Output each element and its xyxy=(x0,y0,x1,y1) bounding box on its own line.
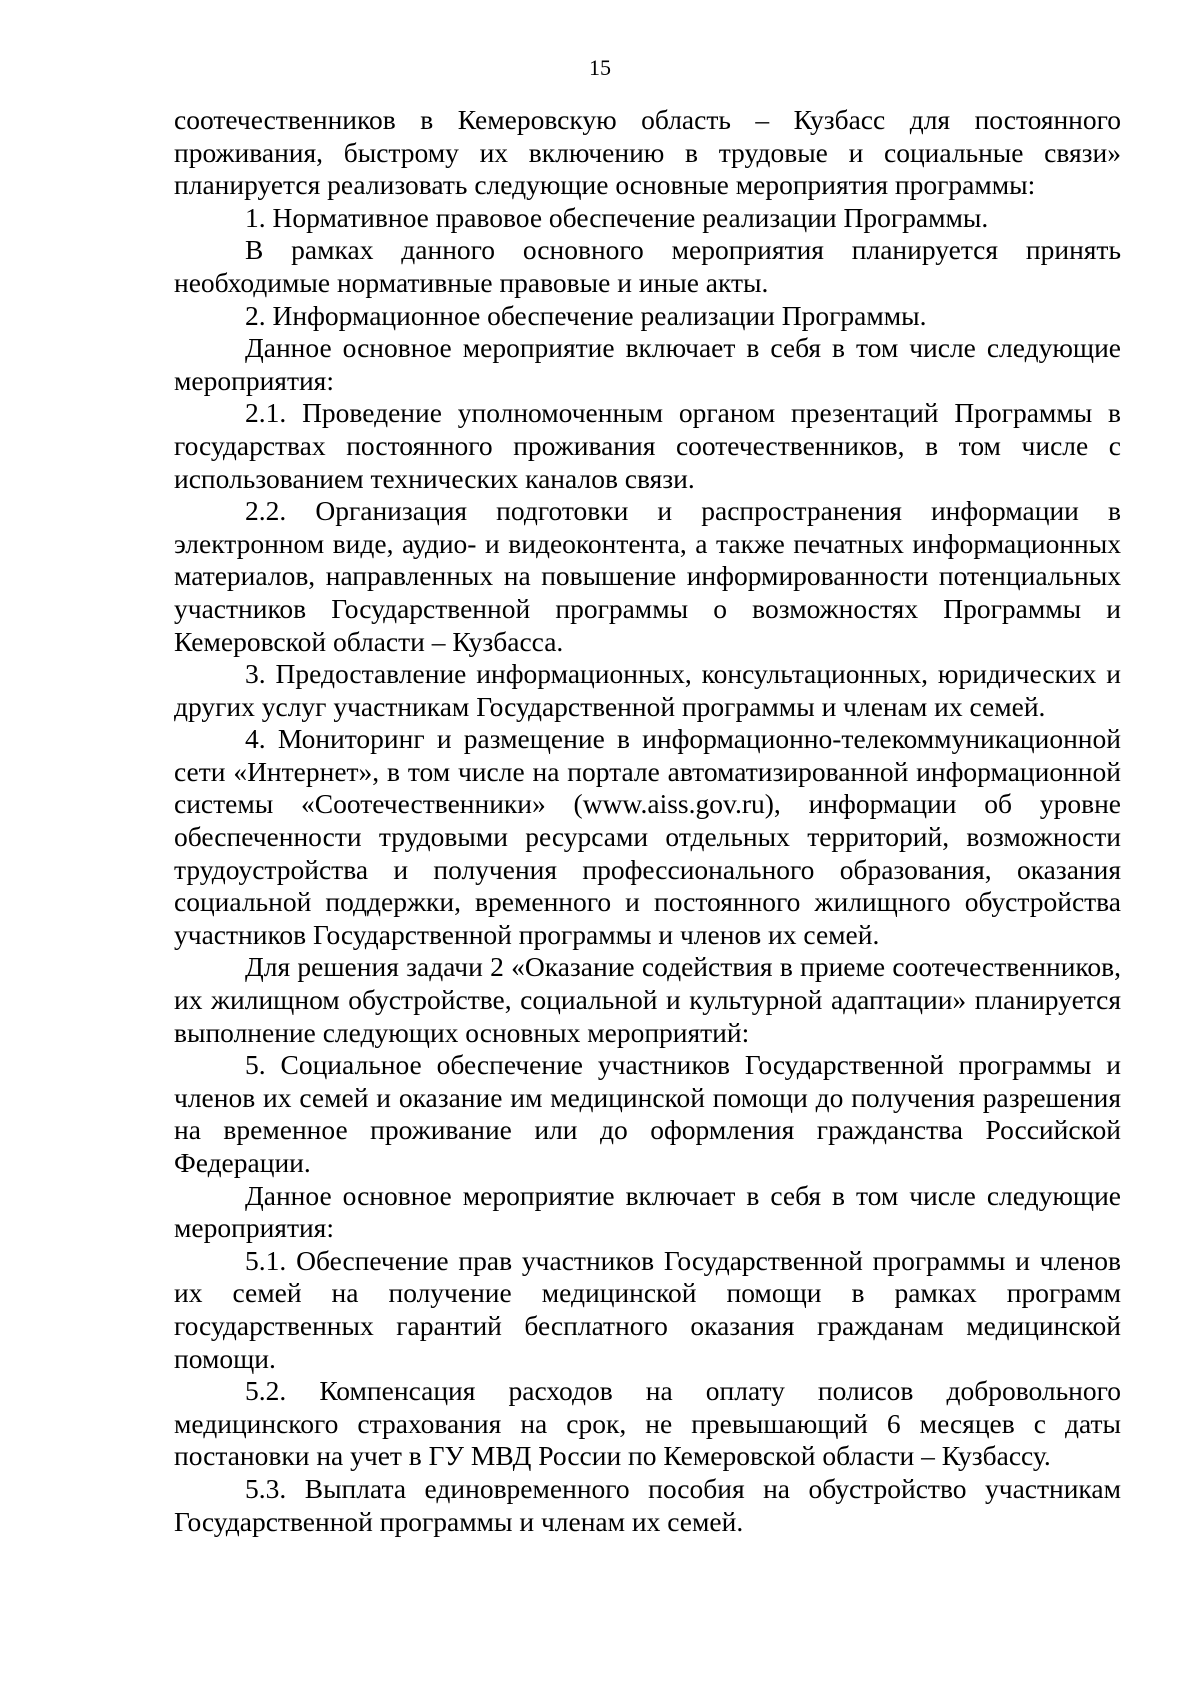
paragraph: 5.1. Обеспечение прав участников Государственной программы и членов их семей на получение медицинской помощи в рамках программ государственных гарантий бесплатного оказания гражданам медицинской помощи. xyxy=(174,1244,1121,1374)
paragraph: 4. Мониторинг и размещение в информационно-телекоммуникационной сети «Интернет», в том числе на портале автоматизированной информационной системы «Соотечественники» (www.aiss.gov.ru), информации об уровне обеспеченности трудовыми ресурсами отдельных территорий, возможности трудоустройства и получения профессионального образования, оказания социальной поддержки, временного и постоянного жилищного обустройства участников Государственной программы и членов их семей. xyxy=(174,723,1121,950)
paragraph: 3. Предоставление информационных, консультационных, юридических и других услуг участникам Государственной программы и членам их семей. xyxy=(174,658,1121,722)
paragraph: 5.2. Компенсация расходов на оплату полисов добровольного медицинского страхования на срок, не превышающий 6 месяцев с даты постановки на учет в ГУ МВД России по Кемеровской области – Кузбассу. xyxy=(174,1375,1121,1472)
paragraph: В рамках данного основного мероприятия планируется принять необходимые нормативные правовые и иные акты. xyxy=(174,234,1121,298)
paragraph: 2.1. Проведение уполномоченным органом презентаций Программы в государствах постоянного проживания соотечественников, в том числе с использованием технических каналов связи. xyxy=(174,397,1121,494)
paragraph: 5.3. Выплата единовременного пособия на обустройство участникам Государственной программы и членам их семей. xyxy=(174,1472,1121,1537)
paragraph: Данное основное мероприятие включает в себя в том числе следующие мероприятия: xyxy=(174,1179,1121,1244)
paragraph: Данное основное мероприятие включает в себя в том числе следующие мероприятия: xyxy=(174,332,1121,396)
paragraph: 5. Социальное обеспечение участников Государственной программы и членов их семей и оказание им медицинской помощи до получения разрешения на временное проживание или до оформления гражданства Российской Федерации. xyxy=(174,1049,1121,1178)
paragraph: 2. Информационное обеспечение реализации Программы. xyxy=(245,299,927,331)
paragraph: 1. Нормативное правовое обеспечение реализации Программы. xyxy=(245,201,989,233)
paragraph: Для решения задачи 2 «Оказание содействия в приеме соотечественников, их жилищном обустройстве, социальной и культурной адаптации» планируется выполнение следующих основных мероприятий: xyxy=(174,951,1121,1048)
page-number: 15 xyxy=(589,55,611,80)
paragraph: 2.2. Организация подготовки и распространения информации в электронном виде, аудио- и видеоконтента, а также печатных информационных материалов, направленных на повышение информированности потенциальных участников Государственной программы о возможностях Программы и Кемеровской области – Кузбасса. xyxy=(174,495,1121,657)
document-body xyxy=(174,104,1121,1538)
paragraph: соотечественников в Кемеровскую область – Кузбасс для постоянного проживания, быстрому их включению в трудовые и социальные связи» планируется реализовать следующие основные мероприятия программы: xyxy=(174,104,1121,201)
